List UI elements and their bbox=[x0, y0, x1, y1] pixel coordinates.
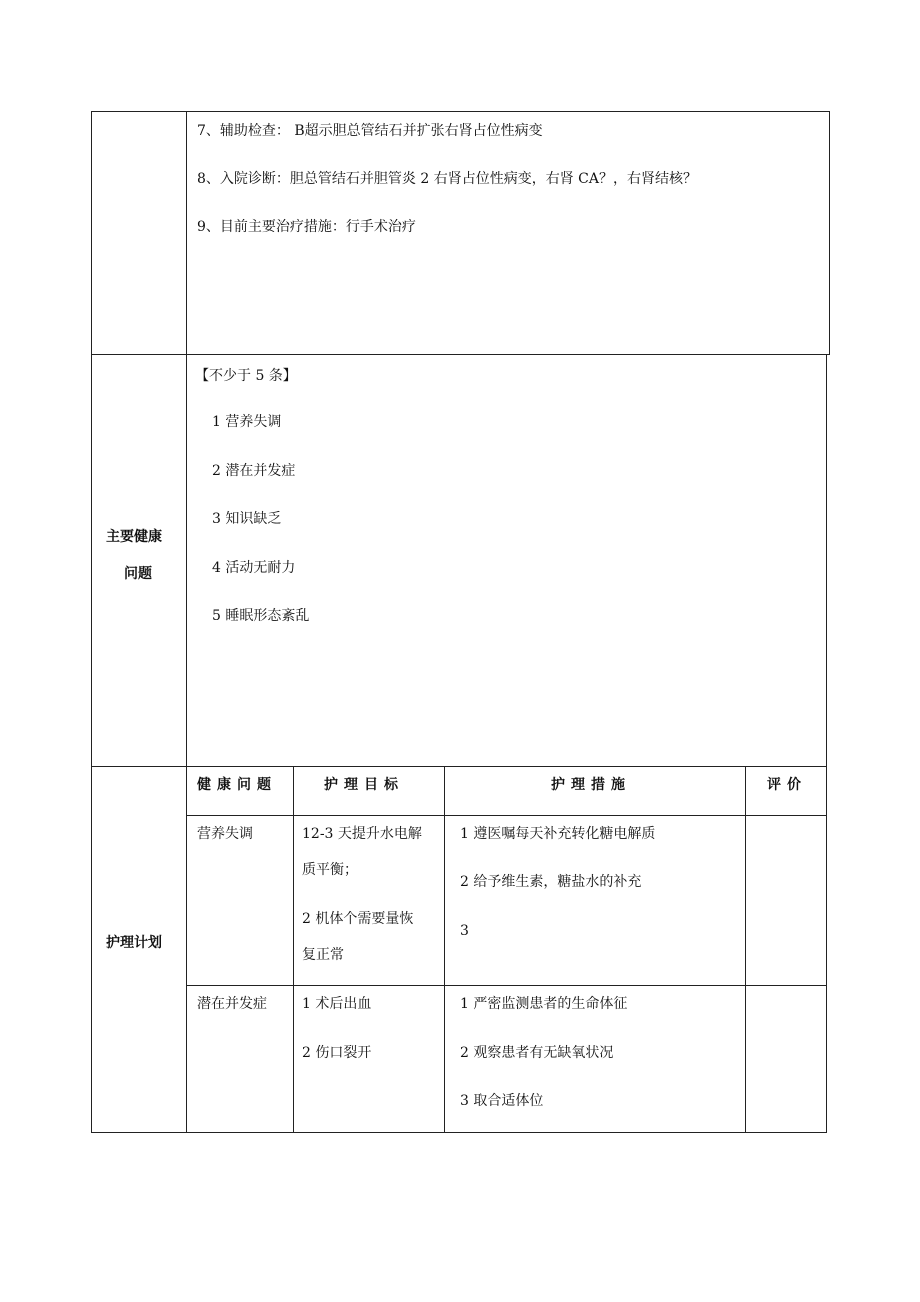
problem-item: 1 营养失调 bbox=[212, 414, 282, 430]
row1-goal-line: 12-3 天提升水电解 bbox=[302, 826, 422, 842]
header-evaluation: 评价 bbox=[767, 777, 807, 793]
problem-item: 4 活动无耐力 bbox=[212, 560, 296, 576]
plan-col-divider-1 bbox=[293, 766, 294, 1133]
row2-measure-line: 3 取合适体位 bbox=[460, 1093, 544, 1109]
label-column-divider bbox=[186, 111, 187, 1133]
table-border-top bbox=[91, 111, 830, 112]
header-nursing-measure: 护理措施 bbox=[551, 777, 631, 793]
row2-measure-line: 1 严密监测患者的生命体征 bbox=[460, 996, 628, 1012]
row1-measure-line: 1 遵医嘱每天补充转化糖电解质 bbox=[460, 826, 656, 842]
row1-problem: 营养失调 bbox=[197, 826, 253, 842]
problem-item: 3 知识缺乏 bbox=[212, 511, 282, 527]
table-border-right-bottom bbox=[826, 354, 827, 1133]
plan-col-divider-2 bbox=[444, 766, 445, 1133]
nursing-plan-label: 护理计划 bbox=[106, 935, 162, 951]
table-border-bottom bbox=[91, 1132, 827, 1133]
row1-goal-line: 复正常 bbox=[302, 947, 344, 963]
table-border-left bbox=[91, 111, 92, 1133]
table-divider-1 bbox=[91, 354, 830, 355]
header-nursing-goal: 护理目标 bbox=[324, 777, 404, 793]
plan-row-divider bbox=[187, 985, 827, 986]
problem-item: 5 睡眠形态紊乱 bbox=[212, 608, 310, 624]
health-problems-label-2: 问题 bbox=[124, 566, 152, 582]
row1-goal-line: 2 机体个需要量恢 bbox=[302, 911, 414, 927]
problems-note: 【不少于 5 条】 bbox=[195, 368, 297, 384]
plan-col-divider-3 bbox=[745, 766, 746, 1133]
health-problems-label-1: 主要健康 bbox=[106, 529, 162, 545]
treatment-line: 9、目前主要治疗措施：行手术治疗 bbox=[197, 219, 416, 235]
table-divider-2 bbox=[91, 766, 827, 767]
row1-measure-line: 2 给予维生素，糖盐水的补充 bbox=[460, 874, 642, 890]
diagnosis-line: 8、入院诊断：胆总管结石并胆管炎 2 右肾占位性病变，右肾 CA？，右肾结核？ bbox=[197, 171, 697, 187]
header-health-problem: 健康问题 bbox=[197, 777, 277, 793]
row1-measure-line: 3 bbox=[460, 923, 469, 939]
row2-goal-line: 1 术后出血 bbox=[302, 996, 372, 1012]
row2-goal-line: 2 伤口裂开 bbox=[302, 1045, 372, 1061]
table-border-right-top bbox=[829, 111, 830, 355]
row2-measure-line: 2 观察患者有无缺氧状况 bbox=[460, 1045, 614, 1061]
plan-header-divider bbox=[187, 815, 827, 816]
row2-problem: 潜在并发症 bbox=[197, 996, 267, 1012]
exam-line: 7、辅助检查： B超示胆总管结石并扩张右肾占位性病变 bbox=[197, 123, 543, 139]
row1-goal-line: 质平衡； bbox=[302, 862, 358, 878]
problem-item: 2 潜在并发症 bbox=[212, 463, 296, 479]
